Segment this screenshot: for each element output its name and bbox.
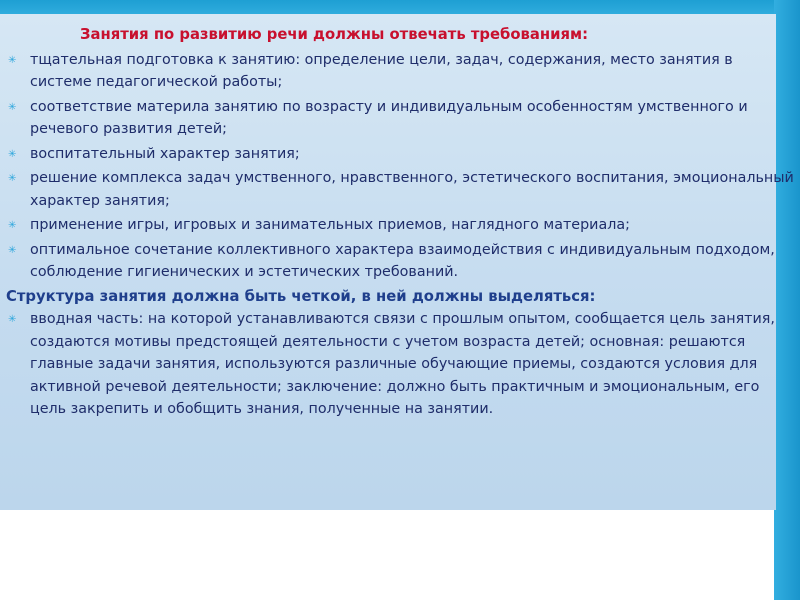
- content-panel: [0, 14, 794, 510]
- list-item: [6, 143, 796, 166]
- list-item: [6, 308, 796, 421]
- content-text: [6, 24, 796, 423]
- list-item-text: воспитательный характер занятия;: [30, 145, 300, 162]
- asterisk-icon: ✳: [8, 148, 17, 160]
- requirements-list: [6, 49, 796, 284]
- list-item-text: решение комплекса задач умственного, нравственного, эстетического воспитания, эмоциональный характер занятия;: [30, 170, 794, 209]
- list-item: [6, 214, 796, 237]
- list-item-text: применение игры, игровых и занимательных приемов, наглядного материала;: [30, 217, 630, 233]
- list-item: [6, 167, 796, 212]
- list-item-text: оптимальное сочетание коллективного характера взаимодействия с индивидуальным подходом, соблюдение гигиенических и эстетических требований.: [30, 241, 775, 280]
- list-item-text: тщательная подготовка к занятию: определение цели, задач, содержания, место занятия в системе педагогической работы;: [30, 51, 733, 90]
- asterisk-icon: ✳: [8, 54, 17, 66]
- slide-title: Занятия по развитию речи должны отвечать требованиям:: [80, 26, 589, 43]
- structure-list: [6, 308, 796, 421]
- list-item: [6, 49, 796, 94]
- structure-heading: Структура занятия должна быть четкой, в ней должны выделяться:: [6, 287, 596, 305]
- list-item: [6, 96, 796, 141]
- list-item-text: вводная часть: на которой устанавливаются связи с прошлым опытом, сообщается цель занятия, создаются мотивы предстоящей деятельности с учетом возраста детей; основная: решаются главные задачи занятия, используются различные обучающие приемы, создаются условия для активной речевой деятельности; заключение: должно быть практичным и эмоциональным, его цель закрепить и обобщить знания, полученные на занятии.: [30, 311, 775, 417]
- list-item: [6, 239, 796, 284]
- asterisk-icon: ✳: [8, 173, 17, 184]
- asterisk-icon: ✳: [8, 314, 17, 325]
- asterisk-icon: ✳: [8, 244, 17, 256]
- list-item-text: соответствие материла занятию по возрасту и индивидуальным особенностям умственного и речевого развития детей;: [30, 98, 748, 137]
- asterisk-icon: ✳: [8, 220, 17, 231]
- asterisk-icon: ✳: [8, 101, 17, 113]
